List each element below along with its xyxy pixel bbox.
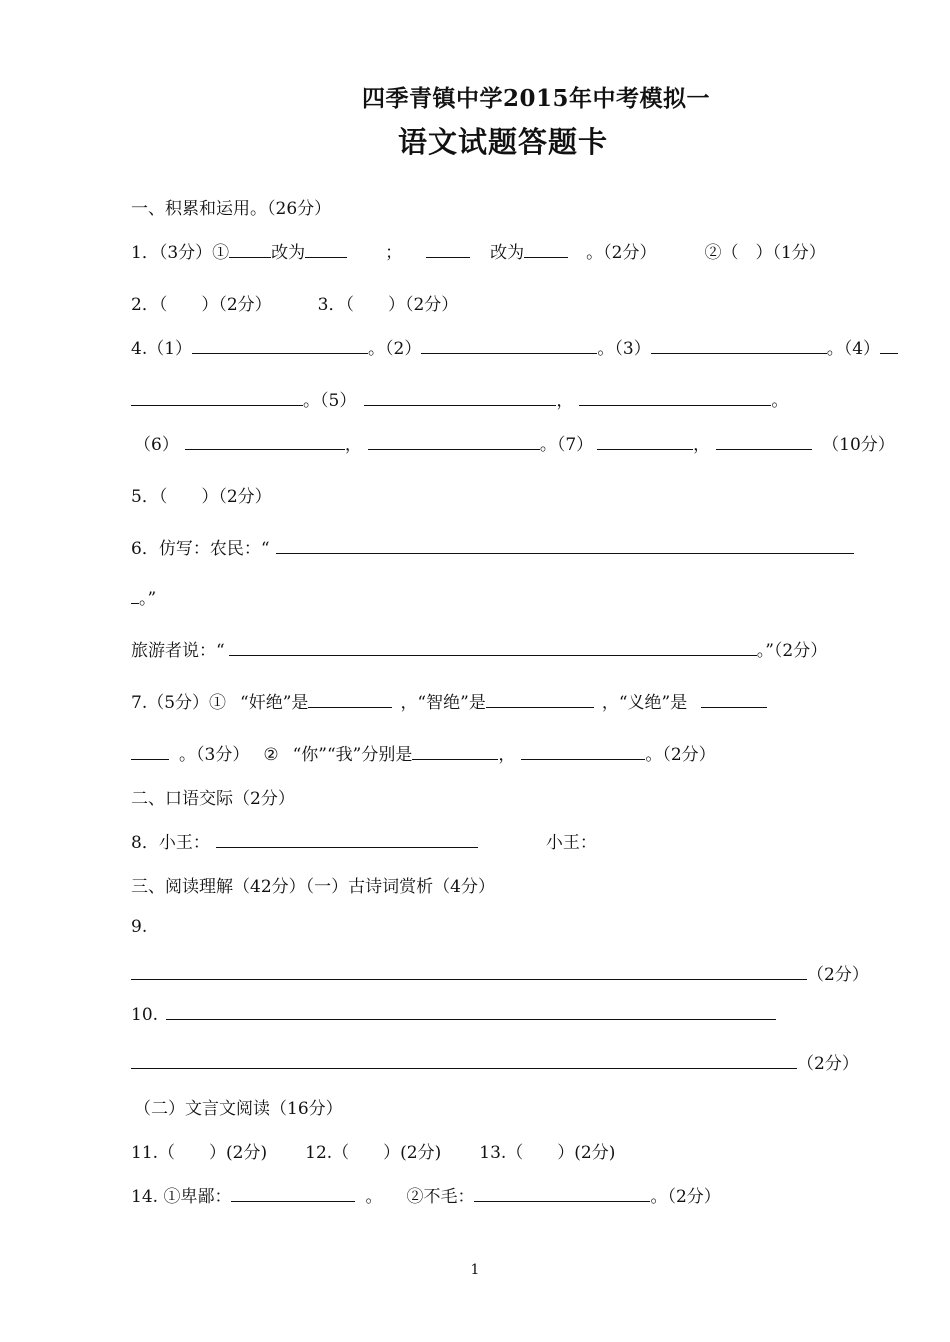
q14-blank-1[interactable] (231, 1200, 355, 1202)
q12-text: 12.（ ）(2分) (305, 1143, 442, 1163)
q4-blank-3[interactable] (651, 352, 827, 354)
q4-blank-2[interactable] (421, 352, 597, 354)
q4-blank-4b[interactable] (131, 404, 303, 406)
q7-g: ， (498, 745, 516, 765)
question-5: 5．（ ）（2分） (131, 487, 272, 507)
q4-score: （10分） (822, 435, 895, 455)
q7-d: 。（3分） (179, 745, 250, 765)
q7-blank-3b[interactable] (131, 758, 169, 760)
q4-blank-5a[interactable] (364, 404, 556, 406)
q1-semicolon: ； (385, 243, 403, 263)
question-4-row-3 (134, 430, 895, 455)
q6-tourist-tail: 。”（2分） (756, 641, 828, 661)
q4-blank-6b[interactable] (368, 448, 540, 450)
q4-blank-4a[interactable] (880, 352, 898, 354)
q6-blank-2[interactable] (229, 654, 757, 656)
question-6-row-2 (131, 584, 156, 609)
q4-blank-7b[interactable] (716, 448, 812, 450)
q14-b: 。 (365, 1187, 383, 1207)
q4-comma-1: ， (556, 391, 574, 411)
question-8 (131, 828, 597, 853)
q14-d: 。（2分） (650, 1187, 721, 1207)
q2-text: 2．（ ）（2分） (131, 295, 272, 315)
q7-e: ② (263, 745, 279, 765)
q4-blank-1[interactable] (192, 352, 368, 354)
section-heading-3: 三、阅读理解（42分）（一）古诗词赏析（4分） (131, 877, 495, 897)
q3-text: 3．（ ）（2分） (317, 295, 459, 315)
question-7-row-1 (131, 688, 767, 713)
q4-p7: 。（7） (539, 435, 594, 455)
page-title-subject: 语文试题答题卡 (398, 125, 609, 159)
q7-blank-5[interactable] (521, 758, 645, 760)
q4-p3: 。（3） (597, 339, 651, 359)
q4-blank-5b[interactable] (579, 404, 771, 406)
section-heading-1: 一、积累和运用。（26分） (131, 199, 332, 219)
q1-blank-1[interactable] (229, 256, 271, 258)
q10-score: （2分） (797, 1054, 859, 1074)
q1-sub2: ②（ ）（1分） (704, 243, 826, 263)
q7-blank-1[interactable] (308, 706, 392, 708)
question-4-row-1 (131, 334, 898, 359)
question-14 (131, 1182, 721, 1207)
question-9-answer (131, 960, 869, 985)
q4-p6: （6） (134, 435, 179, 455)
question-6-row-1 (131, 534, 854, 559)
q4-period-1: 。 (771, 391, 789, 411)
q9-score: （2分） (807, 965, 869, 985)
q9-blank[interactable] (131, 978, 807, 980)
q6-blank-1[interactable] (276, 552, 854, 554)
q4-comma-3: ， (693, 435, 711, 455)
question-11-13 (131, 1138, 615, 1163)
q10-blank-1[interactable] (166, 1018, 776, 1020)
q7-blank-4[interactable] (412, 758, 498, 760)
q4-blank-6a[interactable] (185, 448, 345, 450)
q8-a: 8．小王： (131, 833, 210, 853)
q14-c: ②不毛： (406, 1187, 475, 1207)
q7-prefix: 7.（5分）① (131, 693, 227, 713)
q4-p4: 。（4） (826, 339, 881, 359)
page-number: 1 (470, 1262, 480, 1278)
q1-tail: 。（2分） (586, 243, 657, 263)
q14-blank-2[interactable] (474, 1200, 650, 1202)
q4-p2: 。（2） (368, 339, 422, 359)
section-heading-3b: （二）文言文阅读（16分） (134, 1099, 343, 1119)
q7-c: ，“义绝”是 (601, 693, 688, 713)
q9-number: 9. (131, 917, 148, 937)
q7-h: 。（2分） (645, 745, 716, 765)
question-2-3 (131, 290, 458, 315)
q4-blank-7a[interactable] (597, 448, 693, 450)
question-10-row-2 (131, 1049, 859, 1074)
q14-a: 14. ①卑鄙： (131, 1187, 232, 1207)
q11-text: 11.（ ）(2分) (131, 1143, 268, 1163)
q1-blank-3[interactable] (426, 256, 470, 258)
q4-comma-2: ， (344, 435, 362, 455)
q1-prefix: 1．（3分）① (131, 243, 230, 263)
q1-blank-2[interactable] (305, 256, 347, 258)
q7-f: “你”“我”分别是 (292, 745, 413, 765)
section-heading-2: 二、口语交际（2分） (131, 789, 295, 809)
q4-p5: 。（5） (303, 391, 357, 411)
q6-tourist: 旅游者说：“ (131, 641, 225, 661)
question-10-row-1 (131, 1005, 776, 1025)
question-6-row-3 (131, 636, 827, 661)
q7-blank-2[interactable] (486, 706, 594, 708)
q6-prefix: 6．仿写：农民：“ (131, 539, 270, 559)
q4-p1: 4.（1） (131, 339, 193, 359)
question-1 (131, 238, 826, 263)
q6-blank-1-cont[interactable] (131, 602, 139, 604)
q1-gai2: 改为 (490, 243, 525, 263)
q10-number: 10. (131, 1005, 159, 1025)
q13-text: 13.（ ）(2分) (479, 1143, 616, 1163)
q10-blank-2[interactable] (131, 1067, 797, 1069)
q1-blank-4[interactable] (524, 256, 568, 258)
q6-cont: 。” (139, 589, 157, 609)
q1-gai1: 改为 (271, 243, 306, 263)
question-7-row-2 (131, 740, 716, 765)
q7-b: ，“智绝”是 (400, 693, 486, 713)
q7-a: “奸绝”是 (240, 693, 309, 713)
q7-blank-3a[interactable] (701, 706, 767, 708)
q8-blank-1[interactable] (216, 846, 478, 848)
page-title-school: 四季青镇中学2015年中考模拟一 (362, 85, 711, 112)
q8-b: 小王： (545, 833, 597, 853)
question-4-row-2 (131, 386, 788, 411)
